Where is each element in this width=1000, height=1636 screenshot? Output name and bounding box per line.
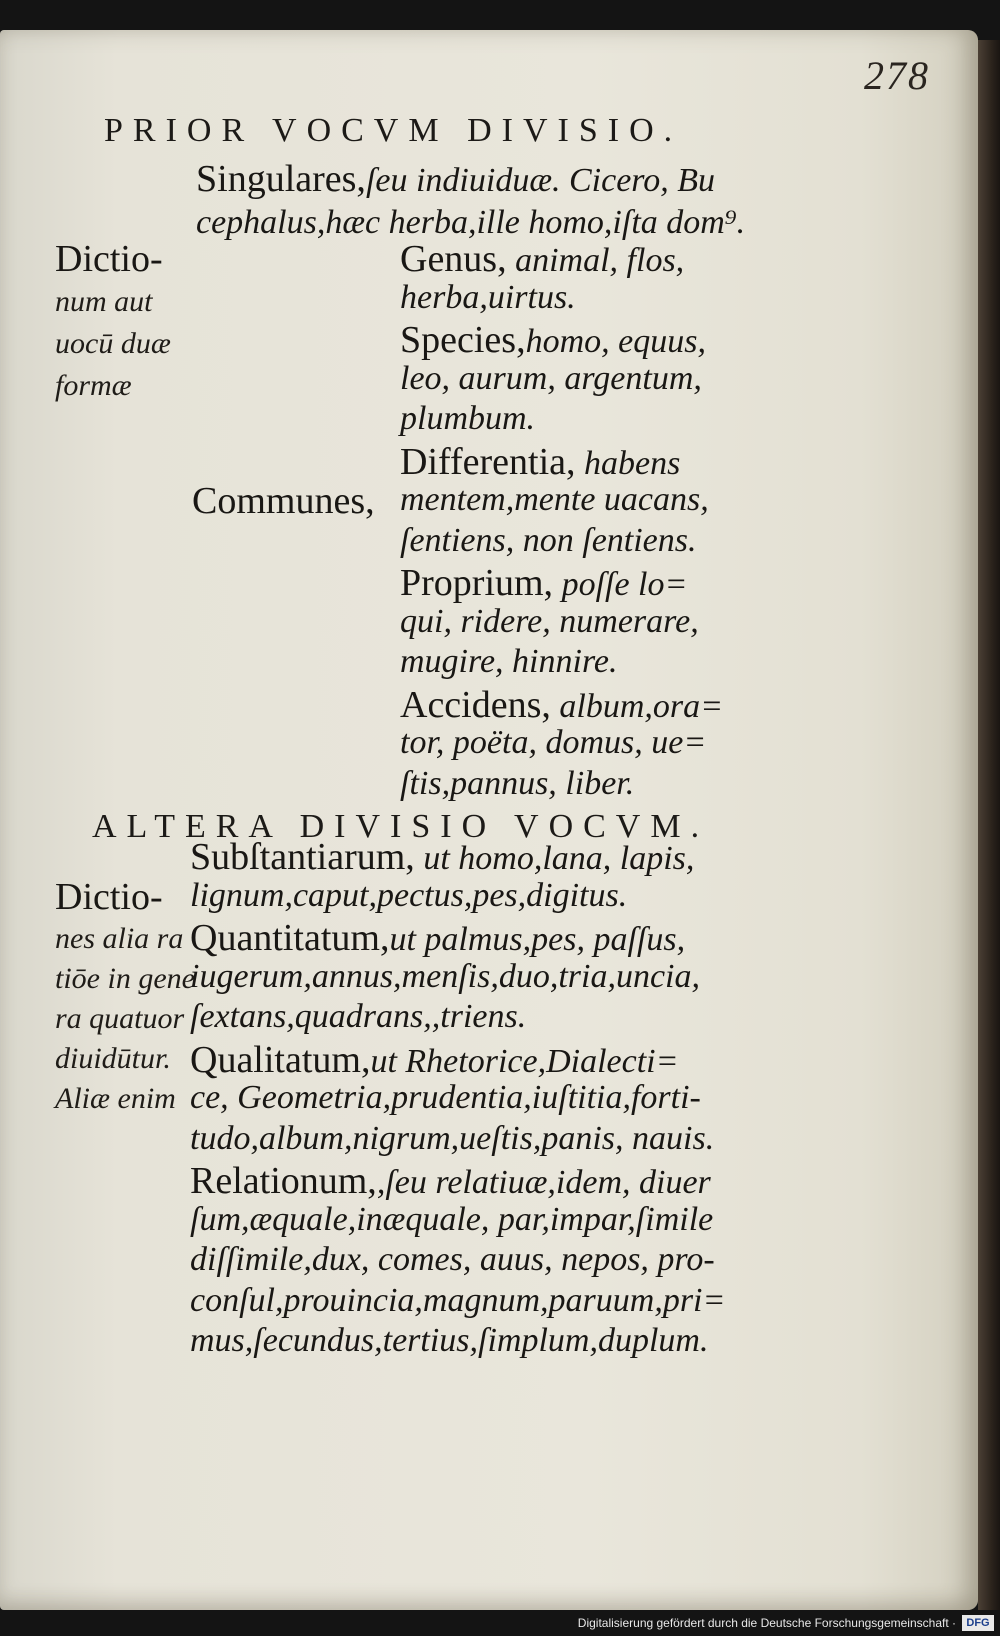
heading-altera: ALTERA DIVISIO VOCVM. — [92, 808, 710, 845]
communes-label: Communes, — [192, 480, 375, 522]
relations-line — [190, 919, 685, 957]
relations-text: mus,ſecundus,tertius,ſimplum,duplum. — [190, 1322, 709, 1359]
relations-line — [190, 876, 628, 914]
margin-part1-line: formæ — [55, 369, 132, 402]
relations-text: ut palmus,pes, paſſus, — [389, 921, 686, 958]
communes-term: Genus, — [400, 238, 507, 280]
communes-line — [400, 240, 684, 278]
relations-line — [190, 1324, 708, 1358]
communes-line — [400, 521, 697, 559]
communes-line — [400, 564, 687, 602]
footer-bar — [0, 1612, 1000, 1636]
relations-text: conſul,prouincia,magnum,paruum,pri= — [190, 1281, 726, 1319]
relations-line — [190, 1119, 715, 1157]
margin-part2-line: Aliæ enim — [55, 1082, 176, 1115]
relations-term: Qualitatum, — [190, 1038, 371, 1081]
dfg-logo: DFG — [962, 1615, 994, 1631]
communes-text: animal, flos, — [506, 242, 685, 279]
communes-term: Differentia, — [400, 440, 576, 483]
communes-text: tor, poëta, domus, ue= — [400, 724, 707, 761]
communes-line — [400, 440, 681, 483]
footer-credit: Digitalisierung gefördert durch die Deutsche Forschungsgemeinschaft · — [577, 1616, 956, 1630]
communes-text: homo, equus, — [525, 323, 706, 360]
communes-term: Proprium, — [400, 562, 554, 604]
relations-line — [190, 1038, 679, 1081]
relations-line — [190, 1243, 715, 1277]
relations-term: Subſtantiarum, — [190, 836, 415, 878]
relations-line — [190, 1281, 726, 1319]
communes-line — [400, 483, 709, 517]
singulares-text: ſeu indiuiduæ. Cicero, Bu — [365, 162, 716, 199]
relations-text: iugerum,annus,menſis,duo,tria,uncia, — [190, 957, 700, 995]
communes-line — [400, 359, 702, 397]
relations-text: ut homo,lana, lapis, — [414, 840, 695, 877]
communes-text: mentem,mente uacans, — [400, 481, 709, 518]
communes-text: mugire, hinnire. — [400, 643, 618, 680]
communes-line — [400, 764, 635, 802]
relations-text: ce, Geometria,prudentia,iuſtitia,forti- — [190, 1079, 701, 1116]
folio-number: 278 — [864, 53, 930, 98]
relations-line — [190, 1162, 711, 1200]
heading-prior: PRIOR VOCVM DIVISIO. — [104, 112, 683, 149]
communes-line — [400, 683, 724, 726]
margin-part2-line: tiōe in gene — [55, 962, 195, 995]
margin-dictiones-head: Dictio- — [55, 876, 163, 918]
relations-text: lignum,caput,pectus,pes,digitus. — [190, 876, 628, 914]
communes-text: ſtis,pannus, liber. — [400, 764, 635, 802]
singulares-text: cephalus,hæc herba,ille homo,iſta dom⁹. — [196, 204, 746, 241]
communes-text: plumbum. — [400, 400, 536, 437]
margin-part1-line: num aut — [55, 285, 153, 318]
relations-text: ſextans,quadrans,,triens. — [190, 998, 527, 1035]
relations-line — [190, 957, 700, 995]
relations-line — [190, 1000, 526, 1034]
margin-part2-line: ra quatuor — [55, 1002, 185, 1035]
communes-line — [400, 278, 576, 316]
communes-term: Accidens, — [400, 683, 551, 726]
communes-text: herba,uirtus. — [400, 278, 576, 316]
communes-text: album,ora= — [550, 687, 724, 725]
margin-part2-line: nes alia ra — [55, 922, 184, 955]
communes-text: poſſe lo= — [553, 566, 688, 603]
relations-line — [190, 838, 694, 876]
singulares-term: Singulares, — [196, 158, 366, 200]
relations-term: Relationum, — [190, 1160, 377, 1202]
communes-text: ſentiens, non ſentiens. — [400, 521, 697, 559]
singulares-line — [196, 206, 745, 240]
relations-text: ut Rhetorice,Dialecti= — [370, 1042, 679, 1080]
relations-text: diſſimile,dux, comes, auus, nepos, pro- — [190, 1241, 715, 1278]
communes-line — [400, 321, 706, 359]
communes-line — [400, 602, 699, 640]
communes-line — [400, 645, 618, 679]
communes-text: leo, aurum, argentum, — [400, 359, 702, 397]
singulares-line — [196, 160, 715, 198]
relations-text: tudo,album,nigrum,ueſtis,panis, nauis. — [190, 1119, 715, 1157]
communes-text: qui, ridere, numerare, — [400, 602, 699, 640]
margin-dictionum-head: Dictio- — [55, 238, 163, 280]
margin-part2-line: diuidūtur. — [55, 1042, 171, 1075]
relations-text: ſum,æquale,inæquale, par,impar,ſimile — [190, 1200, 714, 1238]
relations-line — [190, 1081, 701, 1115]
communes-line — [400, 726, 706, 760]
communes-text: habens — [575, 444, 681, 482]
communes-term: Species, — [400, 319, 526, 361]
communes-line — [400, 402, 535, 436]
relations-term: Quantitatum, — [190, 917, 390, 959]
margin-part1-line: uocū duæ — [55, 327, 171, 360]
page-edge — [978, 40, 1000, 1610]
relations-text: ,ſeu relatiuæ,idem, diuer — [376, 1164, 711, 1201]
relations-line — [190, 1200, 714, 1238]
